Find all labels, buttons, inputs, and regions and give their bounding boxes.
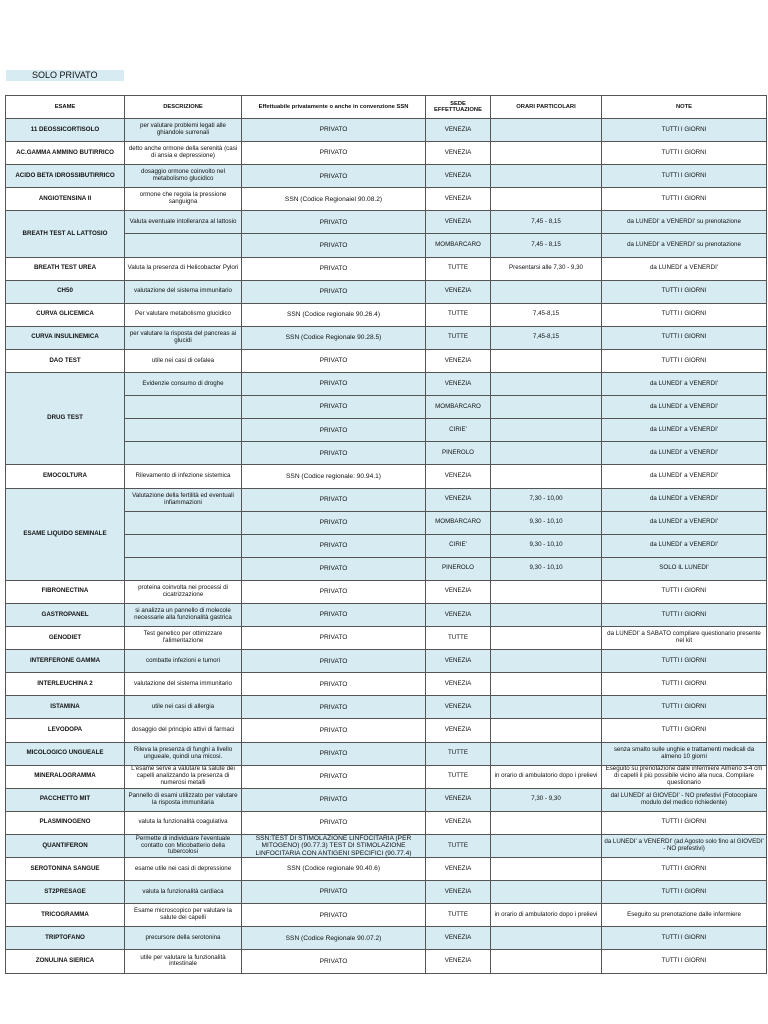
exam-name: ST2PRESAGE bbox=[6, 881, 125, 904]
exam-hours bbox=[491, 696, 602, 719]
exam-name: 11 DEOSSICORTISOLO bbox=[6, 119, 125, 142]
exam-description bbox=[125, 534, 242, 557]
exam-notes: senza smalto sulle unghie e trattamenti medicali da almeno 10 giorni bbox=[602, 742, 767, 765]
table-row bbox=[6, 742, 767, 765]
exam-notes: TUTTI I GIORNI bbox=[602, 349, 767, 372]
exam-description: valuta la funzionalità cardiaca bbox=[125, 881, 242, 904]
table-row bbox=[6, 881, 767, 904]
exam-site: VENEZIA bbox=[426, 188, 491, 211]
exam-convention: PRIVATO bbox=[242, 788, 426, 811]
table-row bbox=[6, 603, 767, 626]
exam-hours: 7,45-8,15 bbox=[491, 303, 602, 326]
table-row bbox=[6, 950, 767, 973]
exam-convention: SSN:TEST DI STIMOLAZIONE LINFOCITARIA (PER MITOGENO) (90.77.3) TEST DI STIMOLAZIONE LINFOCITARIA CON ANTIGENI SPECIFICI (90.77.4) bbox=[242, 834, 426, 857]
exam-description: ormone che regola la pressione sanguigna bbox=[125, 188, 242, 211]
exam-notes: da LUNEDI' a SABATO compilare questionario presente nel kit bbox=[602, 627, 767, 650]
exam-convention: PRIVATO bbox=[242, 280, 426, 303]
exam-hours: 7,30 - 9,30 bbox=[491, 788, 602, 811]
exam-site: TUTTE bbox=[426, 303, 491, 326]
exam-hours bbox=[491, 927, 602, 950]
exam-hours bbox=[491, 419, 602, 442]
exam-convention: PRIVATO bbox=[242, 488, 426, 511]
exam-site: VENEZIA bbox=[426, 488, 491, 511]
exam-site: VENEZIA bbox=[426, 142, 491, 165]
exam-hours: in orario di ambulatorio dopo i prelievi bbox=[491, 904, 602, 927]
table-row bbox=[6, 165, 767, 188]
header-note: NOTE bbox=[602, 96, 767, 119]
exam-notes: da LUNEDI' a VENERDI' bbox=[602, 257, 767, 280]
exam-description: valutazione del sistema immunitario bbox=[125, 673, 242, 696]
exam-notes: TUTTI I GIORNI bbox=[602, 719, 767, 742]
table-row bbox=[6, 373, 767, 396]
exam-table bbox=[5, 95, 767, 974]
exam-description: Pannello di esami utilizzato per valutare la risposta immunitaria bbox=[125, 788, 242, 811]
exam-notes: da LUNEDI' a VENERDI' su prenotazione bbox=[602, 234, 767, 257]
exam-description: si analizza un pannello di molecole necessarie alla funzionalità gastrica bbox=[125, 603, 242, 626]
exam-description: proteina coinvolta nei processi di cicatrizzazione bbox=[125, 580, 242, 603]
exam-hours: 7,45 - 8,15 bbox=[491, 234, 602, 257]
exam-hours: Presentarsi alle 7,30 - 9,30 bbox=[491, 257, 602, 280]
table-row bbox=[6, 765, 767, 788]
table-row bbox=[6, 257, 767, 280]
header-esame: ESAME bbox=[6, 96, 125, 119]
exam-name: INTERLEUCHINA 2 bbox=[6, 673, 125, 696]
exam-convention: PRIVATO bbox=[242, 442, 426, 465]
exam-name: ZONULINA SIERICA bbox=[6, 950, 125, 973]
table-row bbox=[6, 858, 767, 881]
exam-site: TUTTE bbox=[426, 627, 491, 650]
exam-name: BREATH TEST UREA bbox=[6, 257, 125, 280]
exam-convention: PRIVATO bbox=[242, 719, 426, 742]
exam-site: VENEZIA bbox=[426, 119, 491, 142]
exam-convention: PRIVATO bbox=[242, 557, 426, 580]
exam-description bbox=[125, 557, 242, 580]
table-row bbox=[6, 142, 767, 165]
exam-hours bbox=[491, 465, 602, 488]
page-title: SOLO PRIVATO bbox=[6, 70, 124, 81]
table-row bbox=[6, 211, 767, 234]
exam-description: L'esame serve a valutare la salute dei capelli analizzando la presenza di numerosi metalli bbox=[125, 765, 242, 788]
exam-site: PINEROLO bbox=[426, 557, 491, 580]
exam-hours bbox=[491, 603, 602, 626]
exam-name: MICOLOGICO UNGUEALE bbox=[6, 742, 125, 765]
exam-convention: PRIVATO bbox=[242, 673, 426, 696]
exam-hours: 7,45-8,15 bbox=[491, 326, 602, 349]
exam-site: TUTTE bbox=[426, 326, 491, 349]
exam-description: Esame microscopico per valutare la salute dei capelli bbox=[125, 904, 242, 927]
exam-convention: PRIVATO bbox=[242, 257, 426, 280]
header-descrizione: DESCRIZIONE bbox=[125, 96, 242, 119]
exam-name: GASTROPANEL bbox=[6, 603, 125, 626]
exam-convention: PRIVATO bbox=[242, 119, 426, 142]
exam-description: valuta la funzionalità coagulativa bbox=[125, 811, 242, 834]
exam-notes: TUTTI I GIORNI bbox=[602, 303, 767, 326]
exam-name: DRUG TEST bbox=[6, 373, 125, 465]
table-row bbox=[6, 834, 767, 857]
exam-hours bbox=[491, 396, 602, 419]
exam-site: VENEZIA bbox=[426, 465, 491, 488]
exam-name: ACIDO BETA IDROSSIBUTIRRICO bbox=[6, 165, 125, 188]
exam-hours: 9,30 - 10,10 bbox=[491, 557, 602, 580]
exam-notes: da LUNEDI' a VENERDI' bbox=[602, 511, 767, 534]
exam-hours bbox=[491, 627, 602, 650]
exam-notes: da LUNEDI' a VENERDI' bbox=[602, 465, 767, 488]
exam-description: Valuta eventuale intolleranza al lattosio bbox=[125, 211, 242, 234]
exam-notes: da LUNEDI' a VENERDI' su prenotazione bbox=[602, 211, 767, 234]
exam-site: VENEZIA bbox=[426, 719, 491, 742]
exam-name: CURVA GLICEMICA bbox=[6, 303, 125, 326]
exam-name: INTERFERONE GAMMA bbox=[6, 650, 125, 673]
exam-hours bbox=[491, 349, 602, 372]
exam-notes: TUTTI I GIORNI bbox=[602, 950, 767, 973]
exam-site: VENEZIA bbox=[426, 650, 491, 673]
exam-name: CURVA INSULINEMICA bbox=[6, 326, 125, 349]
exam-name: ESAME LIQUIDO SEMINALE bbox=[6, 488, 125, 580]
exam-notes: TUTTI I GIORNI bbox=[602, 119, 767, 142]
exam-convention: PRIVATO bbox=[242, 881, 426, 904]
table-row bbox=[6, 927, 767, 950]
exam-convention: PRIVATO bbox=[242, 165, 426, 188]
exam-name: CH50 bbox=[6, 280, 125, 303]
exam-notes: TUTTI I GIORNI bbox=[602, 650, 767, 673]
exam-hours bbox=[491, 165, 602, 188]
exam-description: Per valutare metabolismo glucidico bbox=[125, 303, 242, 326]
exam-description bbox=[125, 419, 242, 442]
exam-description: Valutazione della fertilità ed eventuali infiammazioni bbox=[125, 488, 242, 511]
exam-notes: TUTTI I GIORNI bbox=[602, 326, 767, 349]
exam-convention: PRIVATO bbox=[242, 742, 426, 765]
exam-convention: SSN (Codice Regionale 90.28.5) bbox=[242, 326, 426, 349]
exam-site: VENEZIA bbox=[426, 603, 491, 626]
exam-notes: da LUNEDI' a VENERDI' (ad Agosto solo fino al GIOVEDI' - NO prefestivi) bbox=[602, 834, 767, 857]
table-row bbox=[6, 488, 767, 511]
exam-description: Test genetico per ottimizzare l'alimentazione bbox=[125, 627, 242, 650]
exam-hours: 7,45 - 8,15 bbox=[491, 211, 602, 234]
exam-convention: PRIVATO bbox=[242, 950, 426, 973]
exam-convention: SSN (Codice regionale: 90.94.1) bbox=[242, 465, 426, 488]
exam-notes: TUTTI I GIORNI bbox=[602, 188, 767, 211]
exam-description: utile nei casi di allergia bbox=[125, 696, 242, 719]
exam-site: TUTTE bbox=[426, 257, 491, 280]
table-row bbox=[6, 650, 767, 673]
table-row bbox=[6, 188, 767, 211]
table-body bbox=[6, 119, 767, 974]
exam-notes: TUTTI I GIORNI bbox=[602, 142, 767, 165]
exam-convention: PRIVATO bbox=[242, 373, 426, 396]
exam-name: LEVODOPA bbox=[6, 719, 125, 742]
exam-notes: da LUNEDI' a VENERDI' bbox=[602, 396, 767, 419]
exam-site: PINEROLO bbox=[426, 442, 491, 465]
exam-convention: PRIVATO bbox=[242, 811, 426, 834]
exam-site: TUTTE bbox=[426, 904, 491, 927]
exam-hours bbox=[491, 188, 602, 211]
exam-site: VENEZIA bbox=[426, 580, 491, 603]
exam-description: per valutare problemi legati alle ghiandole surrenali bbox=[125, 119, 242, 142]
exam-site: TUTTE bbox=[426, 742, 491, 765]
exam-notes: Eseguito su prenotazione dalle infermiere bbox=[602, 904, 767, 927]
exam-notes: SOLO IL LUNEDI' bbox=[602, 557, 767, 580]
exam-description: valutazione del sistema immunitario bbox=[125, 280, 242, 303]
exam-hours bbox=[491, 742, 602, 765]
exam-site: CIRIE' bbox=[426, 534, 491, 557]
exam-site: VENEZIA bbox=[426, 950, 491, 973]
exam-hours bbox=[491, 650, 602, 673]
exam-notes: da LUNEDI' a VENERDI' bbox=[602, 373, 767, 396]
exam-hours bbox=[491, 881, 602, 904]
exam-name: MINERALOGRAMMA bbox=[6, 765, 125, 788]
exam-description: combatte infezioni e tumori bbox=[125, 650, 242, 673]
table-row bbox=[6, 326, 767, 349]
exam-name: GENODIET bbox=[6, 627, 125, 650]
exam-convention: PRIVATO bbox=[242, 765, 426, 788]
exam-site: MOMBARCARO bbox=[426, 234, 491, 257]
exam-notes: dal LUNEDI' al GIOVEDI' - NO prefestivi (Fotocopiare modulo del medico richiedente) bbox=[602, 788, 767, 811]
exam-convention: SSN (Codice Regionaiel 90.08.2) bbox=[242, 188, 426, 211]
table-row bbox=[6, 627, 767, 650]
exam-description: utile per valutare la funzionalità intestinale bbox=[125, 950, 242, 973]
exam-hours bbox=[491, 142, 602, 165]
exam-description: per valutare la risposta del pancreas ai glucidi bbox=[125, 326, 242, 349]
exam-name: ANGIOTENSINA II bbox=[6, 188, 125, 211]
exam-description: Rileva la presenza di funghi a livello ungueale, quindi una micosi. bbox=[125, 742, 242, 765]
exam-hours bbox=[491, 950, 602, 973]
exam-description bbox=[125, 234, 242, 257]
exam-site: TUTTE bbox=[426, 834, 491, 857]
exam-convention: PRIVATO bbox=[242, 396, 426, 419]
exam-convention: SSN (Codice Regionale 90.07.2) bbox=[242, 927, 426, 950]
header-row bbox=[6, 96, 767, 119]
exam-site: VENEZIA bbox=[426, 165, 491, 188]
exam-convention: PRIVATO bbox=[242, 534, 426, 557]
exam-notes: TUTTI I GIORNI bbox=[602, 927, 767, 950]
exam-site: VENEZIA bbox=[426, 811, 491, 834]
exam-notes: TUTTI I GIORNI bbox=[602, 673, 767, 696]
exam-name: FIBRONECTINA bbox=[6, 580, 125, 603]
exam-convention: PRIVATO bbox=[242, 142, 426, 165]
exam-site: VENEZIA bbox=[426, 696, 491, 719]
exam-hours: 7,30 - 10,00 bbox=[491, 488, 602, 511]
exam-hours bbox=[491, 280, 602, 303]
exam-convention: PRIVATO bbox=[242, 650, 426, 673]
exam-description bbox=[125, 442, 242, 465]
exam-site: MOMBARCARO bbox=[426, 511, 491, 534]
exam-convention: PRIVATO bbox=[242, 904, 426, 927]
exam-hours bbox=[491, 580, 602, 603]
exam-name: PLASMINOGENO bbox=[6, 811, 125, 834]
exam-description: detto anche ormone della serenità (casi di ansia e depressione) bbox=[125, 142, 242, 165]
exam-notes: TUTTI I GIORNI bbox=[602, 603, 767, 626]
exam-hours bbox=[491, 673, 602, 696]
exam-hours: in orario di ambulatorio dopo i prelievi bbox=[491, 765, 602, 788]
header-sede: SEDE EFFETTUAZIONE bbox=[426, 96, 491, 119]
exam-convention: PRIVATO bbox=[242, 511, 426, 534]
exam-site: VENEZIA bbox=[426, 881, 491, 904]
exam-site: MOMBARCARO bbox=[426, 396, 491, 419]
exam-name: TRIPTOFANO bbox=[6, 927, 125, 950]
table-row bbox=[6, 788, 767, 811]
table-row bbox=[6, 303, 767, 326]
table-row bbox=[6, 811, 767, 834]
exam-notes: Eseguito su prenotazione dalle infermiere Almeno 3-4 cm di capelli il più possibile vicino alla nuca. Compilare questionario bbox=[602, 765, 767, 788]
table-row bbox=[6, 280, 767, 303]
exam-site: VENEZIA bbox=[426, 858, 491, 881]
exam-convention: PRIVATO bbox=[242, 696, 426, 719]
exam-notes: TUTTI I GIORNI bbox=[602, 165, 767, 188]
exam-site: VENEZIA bbox=[426, 788, 491, 811]
exam-description: dosaggio del principio attivi di farmaci bbox=[125, 719, 242, 742]
exam-hours: 9,30 - 10,10 bbox=[491, 534, 602, 557]
exam-site: TUTTE bbox=[426, 765, 491, 788]
exam-notes: TUTTI I GIORNI bbox=[602, 696, 767, 719]
exam-description bbox=[125, 396, 242, 419]
exam-hours bbox=[491, 719, 602, 742]
table-row bbox=[6, 580, 767, 603]
exam-convention: PRIVATO bbox=[242, 580, 426, 603]
exam-description: Valuta la presenza di Helicobacter Pylori bbox=[125, 257, 242, 280]
exam-site: VENEZIA bbox=[426, 927, 491, 950]
exam-hours bbox=[491, 442, 602, 465]
exam-name: SEROTONINA SANGUE bbox=[6, 858, 125, 881]
exam-hours bbox=[491, 858, 602, 881]
exam-site: VENEZIA bbox=[426, 673, 491, 696]
exam-notes: TUTTI I GIORNI bbox=[602, 580, 767, 603]
exam-site: VENEZIA bbox=[426, 211, 491, 234]
table-row bbox=[6, 719, 767, 742]
header-orari: ORARI PARTICOLARI bbox=[491, 96, 602, 119]
exam-description: utile nei casi di cefalea bbox=[125, 349, 242, 372]
exam-description: esame utile nei casi di depressione bbox=[125, 858, 242, 881]
exam-convention: PRIVATO bbox=[242, 419, 426, 442]
exam-name: PACCHETTO MIT bbox=[6, 788, 125, 811]
table-row bbox=[6, 904, 767, 927]
exam-description: Rilevamento di infezione sistemica bbox=[125, 465, 242, 488]
exam-convention: PRIVATO bbox=[242, 234, 426, 257]
exam-name: QUANTIFERON bbox=[6, 834, 125, 857]
table-row bbox=[6, 465, 767, 488]
header-convenzione: Effettuabile privatamente o anche in convenzione SSN bbox=[242, 96, 426, 119]
exam-description: dosaggio ormone coinvolto nel metabolismo glucidico bbox=[125, 165, 242, 188]
exam-name: DAO TEST bbox=[6, 349, 125, 372]
table-row bbox=[6, 696, 767, 719]
exam-name: TRICOGRAMMA bbox=[6, 904, 125, 927]
exam-convention: SSN (Codice regionale 90.40.6) bbox=[242, 858, 426, 881]
exam-convention: PRIVATO bbox=[242, 211, 426, 234]
exam-description: Permette di individuare l'eventuale contatto con Micobatterio della tubercolosi bbox=[125, 834, 242, 857]
exam-name: AC.GAMMA AMMINO BUTIRRICO bbox=[6, 142, 125, 165]
exam-hours: 9,30 - 10,10 bbox=[491, 511, 602, 534]
exam-convention: PRIVATO bbox=[242, 627, 426, 650]
exam-description: precursore della serotonina bbox=[125, 927, 242, 950]
exam-name: EMOCOLTURA bbox=[6, 465, 125, 488]
exam-notes: TUTTI I GIORNI bbox=[602, 811, 767, 834]
exam-site: CIRIE' bbox=[426, 419, 491, 442]
exam-name: BREATH TEST AL LATTOSIO bbox=[6, 211, 125, 257]
exam-convention: PRIVATO bbox=[242, 349, 426, 372]
exam-site: VENEZIA bbox=[426, 280, 491, 303]
exam-description bbox=[125, 511, 242, 534]
exam-description: Evidenzie consumo di droghe bbox=[125, 373, 242, 396]
exam-notes: TUTTI I GIORNI bbox=[602, 280, 767, 303]
exam-notes: da LUNEDI' a VENERDI' bbox=[602, 534, 767, 557]
table-row bbox=[6, 349, 767, 372]
exam-notes: da LUNEDI' a VENERDI' bbox=[602, 419, 767, 442]
exam-hours bbox=[491, 373, 602, 396]
table-row bbox=[6, 673, 767, 696]
exam-convention: PRIVATO bbox=[242, 603, 426, 626]
table-row bbox=[6, 119, 767, 142]
exam-notes: da LUNEDI' a VENERDI' bbox=[602, 488, 767, 511]
exam-convention: SSN (Codice regionale 90.26.4) bbox=[242, 303, 426, 326]
exam-hours bbox=[491, 834, 602, 857]
exam-notes: TUTTI I GIORNI bbox=[602, 858, 767, 881]
exam-notes: TUTTI I GIORNI bbox=[602, 881, 767, 904]
exam-name: ISTAMINA bbox=[6, 696, 125, 719]
exam-hours bbox=[491, 119, 602, 142]
exam-site: VENEZIA bbox=[426, 349, 491, 372]
exam-notes: da LUNEDI' a VENERDI' bbox=[602, 442, 767, 465]
exam-site: VENEZIA bbox=[426, 373, 491, 396]
exam-hours bbox=[491, 811, 602, 834]
